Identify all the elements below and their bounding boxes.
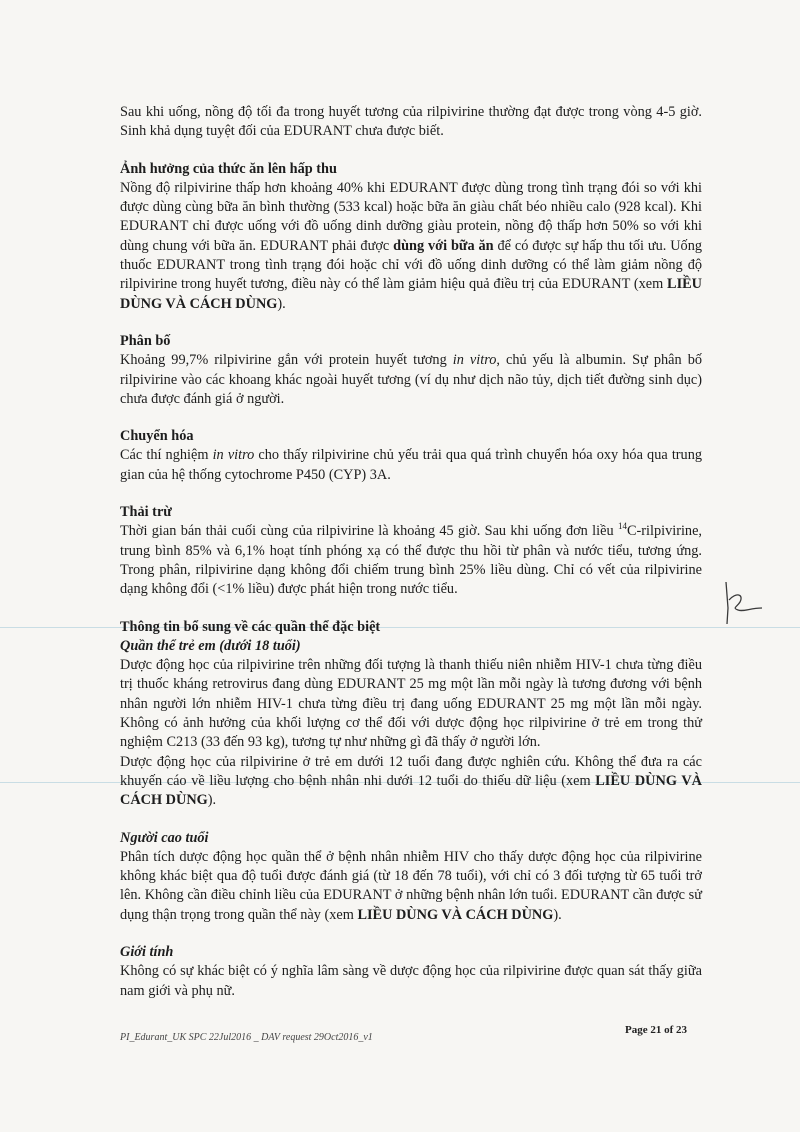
elimination-paragraph: Thời gian bán thải cuối cùng của rilpivirine là khoảng 45 giờ. Sau khi uống đơn liều $^{14}$C-rilpivirine, trung bình 85% và 6,1% hoạt tính phóng xạ có thể được thu hồi từ phân và nước tiểu, tương ứng. Trong phân, rilpivirine dạng không đổi chiếm trung bình 25% liều dùng. Chỉ có vết của rilpivirine dạng không đổi (<1% liều) được phát hiện trong nước tiểu.: [120, 521, 702, 598]
footer-page-number: Page 21 of 23: [625, 1024, 688, 1036]
food-effect-paragraph: Nồng độ rilpivirine thấp hơn khoảng 40% khi EDURANT được dùng trong tình trạng đói so với khi được dùng cùng bữa ăn bình thường (533 kcal) hoặc bữa ăn giàu chất béo nhiều calo (928 kcal). Khi EDURANT chỉ được uống với đồ uống dinh dưỡng giàu protein, nồng độ thấp hơn 50% so với khi dùng chung với bữa ăn. EDURANT phải được dùng với bữa ăn để có được sự hấp thu tối ưu. Uống thuốc EDURANT trong tình trạng đói hoặc chỉ với đồ uống dinh dưỡng có thể làm giảm nồng độ rilpivirine trong huyết tương, điều này có thể làm giảm hiệu quả điều trị của EDURANT (xem LIỀU DÙNG VÀ CÁCH DÙNG).: [120, 179, 702, 312]
section-special-populations: [120, 618, 702, 1001]
section-elimination: [120, 503, 702, 599]
isotope-superscript: 14: [617, 521, 627, 532]
heading-gender: Giới tính: [120, 943, 174, 960]
metabolism-paragraph: Các thí nghiệm in vitro cho thấy rilpivirine chủ yếu trải qua quá trình chuyển hóa oxy hóa qua trung gian của hệ thống cytochrome P450 (CYP) 3A.: [120, 447, 702, 483]
pediatric-paragraph-2: Dược động học của rilpivirine ở trẻ em dưới 12 tuổi đang được nghiên cứu. Không thể đưa ra các khuyến cáo về liều lượng cho bệnh nhân nhi dưới 12 tuổi do thiếu dữ liệu (xem LIỀU DÙNG VÀ CÁCH DÙNG).: [120, 753, 702, 809]
page-content: [120, 103, 702, 1001]
heading-special-populations: Thông tin bổ sung về các quần thể đặc biệt: [120, 618, 381, 635]
section-metabolism: [120, 427, 702, 485]
signature-mark: [718, 578, 768, 628]
intro-paragraph: Sau khi uống, nồng độ tối đa trong huyết tương của rilpivirine thường đạt được trong vòng 4-5 giờ. Sinh khả dụng tuyệt đối của EDURANT chưa được biết.: [120, 104, 702, 140]
gender-paragraph: Không có sự khác biệt có ý nghĩa lâm sàng về dược động học của rilpivirine được quan sát thấy giữa nam giới và phụ nữ.: [120, 963, 702, 999]
heading-metabolism: Chuyển hóa: [120, 428, 194, 445]
heading-elimination: Thải trừ: [120, 504, 172, 521]
heading-food-effect: Ảnh hưởng của thức ăn lên hấp thu: [120, 160, 337, 177]
section-distribution: [120, 332, 702, 409]
section-food-effect: [120, 160, 702, 314]
heading-pediatric: Quần thể trẻ em (dưới 18 tuổi): [120, 637, 301, 654]
pediatric-paragraph-1: Dược động học của rilpivirine trên những đối tượng là thanh thiếu niên nhiễm HIV-1 chưa từng điều trị thuốc kháng retrovirus đang dùng EDURANT 25 mg một lần mỗi ngày là tương đương với bệnh nhân người lớn nhiễm HIV-1 chưa từng điều trị đang uống EDURANT 25 mg một lần mỗi ngày. Không có ảnh hưởng của khối lượng cơ thể đối với dược động học rilpivirine ở trẻ em trong thử nghiệm C213 (33 đến 93 kg), tương tự như những gì đã thấy ở người lớn.: [120, 657, 702, 751]
distribution-paragraph: Khoảng 99,7% rilpivirine gắn với protein huyết tương in vitro, chủ yếu là albumin. Sự phân bố rilpivirine vào các khoang khác ngoài huyết tương (ví dụ như dịch não tủy, dịch tiết đường sinh dục) chưa được đánh giá ở người.: [120, 352, 702, 407]
elderly-paragraph: Phân tích dược động học quần thể ở bệnh nhân nhiễm HIV cho thấy dược động học của rilpivirine không khác biệt qua độ tuổi được đánh giá (từ 18 đến 78 tuổi), với chỉ có 3 đối tượng từ 65 tuổi trở lên. Không cần điều chỉnh liều của EDURANT ở những bệnh nhân lớn tuổi. EDURANT cần được sử dụng thận trọng trong quần thể này (xem LIỀU DÙNG VÀ CÁCH DÙNG).: [120, 848, 702, 923]
footer-document-id: PI_Edurant_UK SPC 22Jul2016 _ DAV request 29Oct2016_v1: [120, 1032, 373, 1043]
heading-distribution: Phân bố: [120, 332, 171, 349]
subsection-gender: [120, 943, 702, 1001]
heading-elderly: Người cao tuổi: [120, 829, 209, 846]
subsection-elderly: [120, 829, 702, 925]
